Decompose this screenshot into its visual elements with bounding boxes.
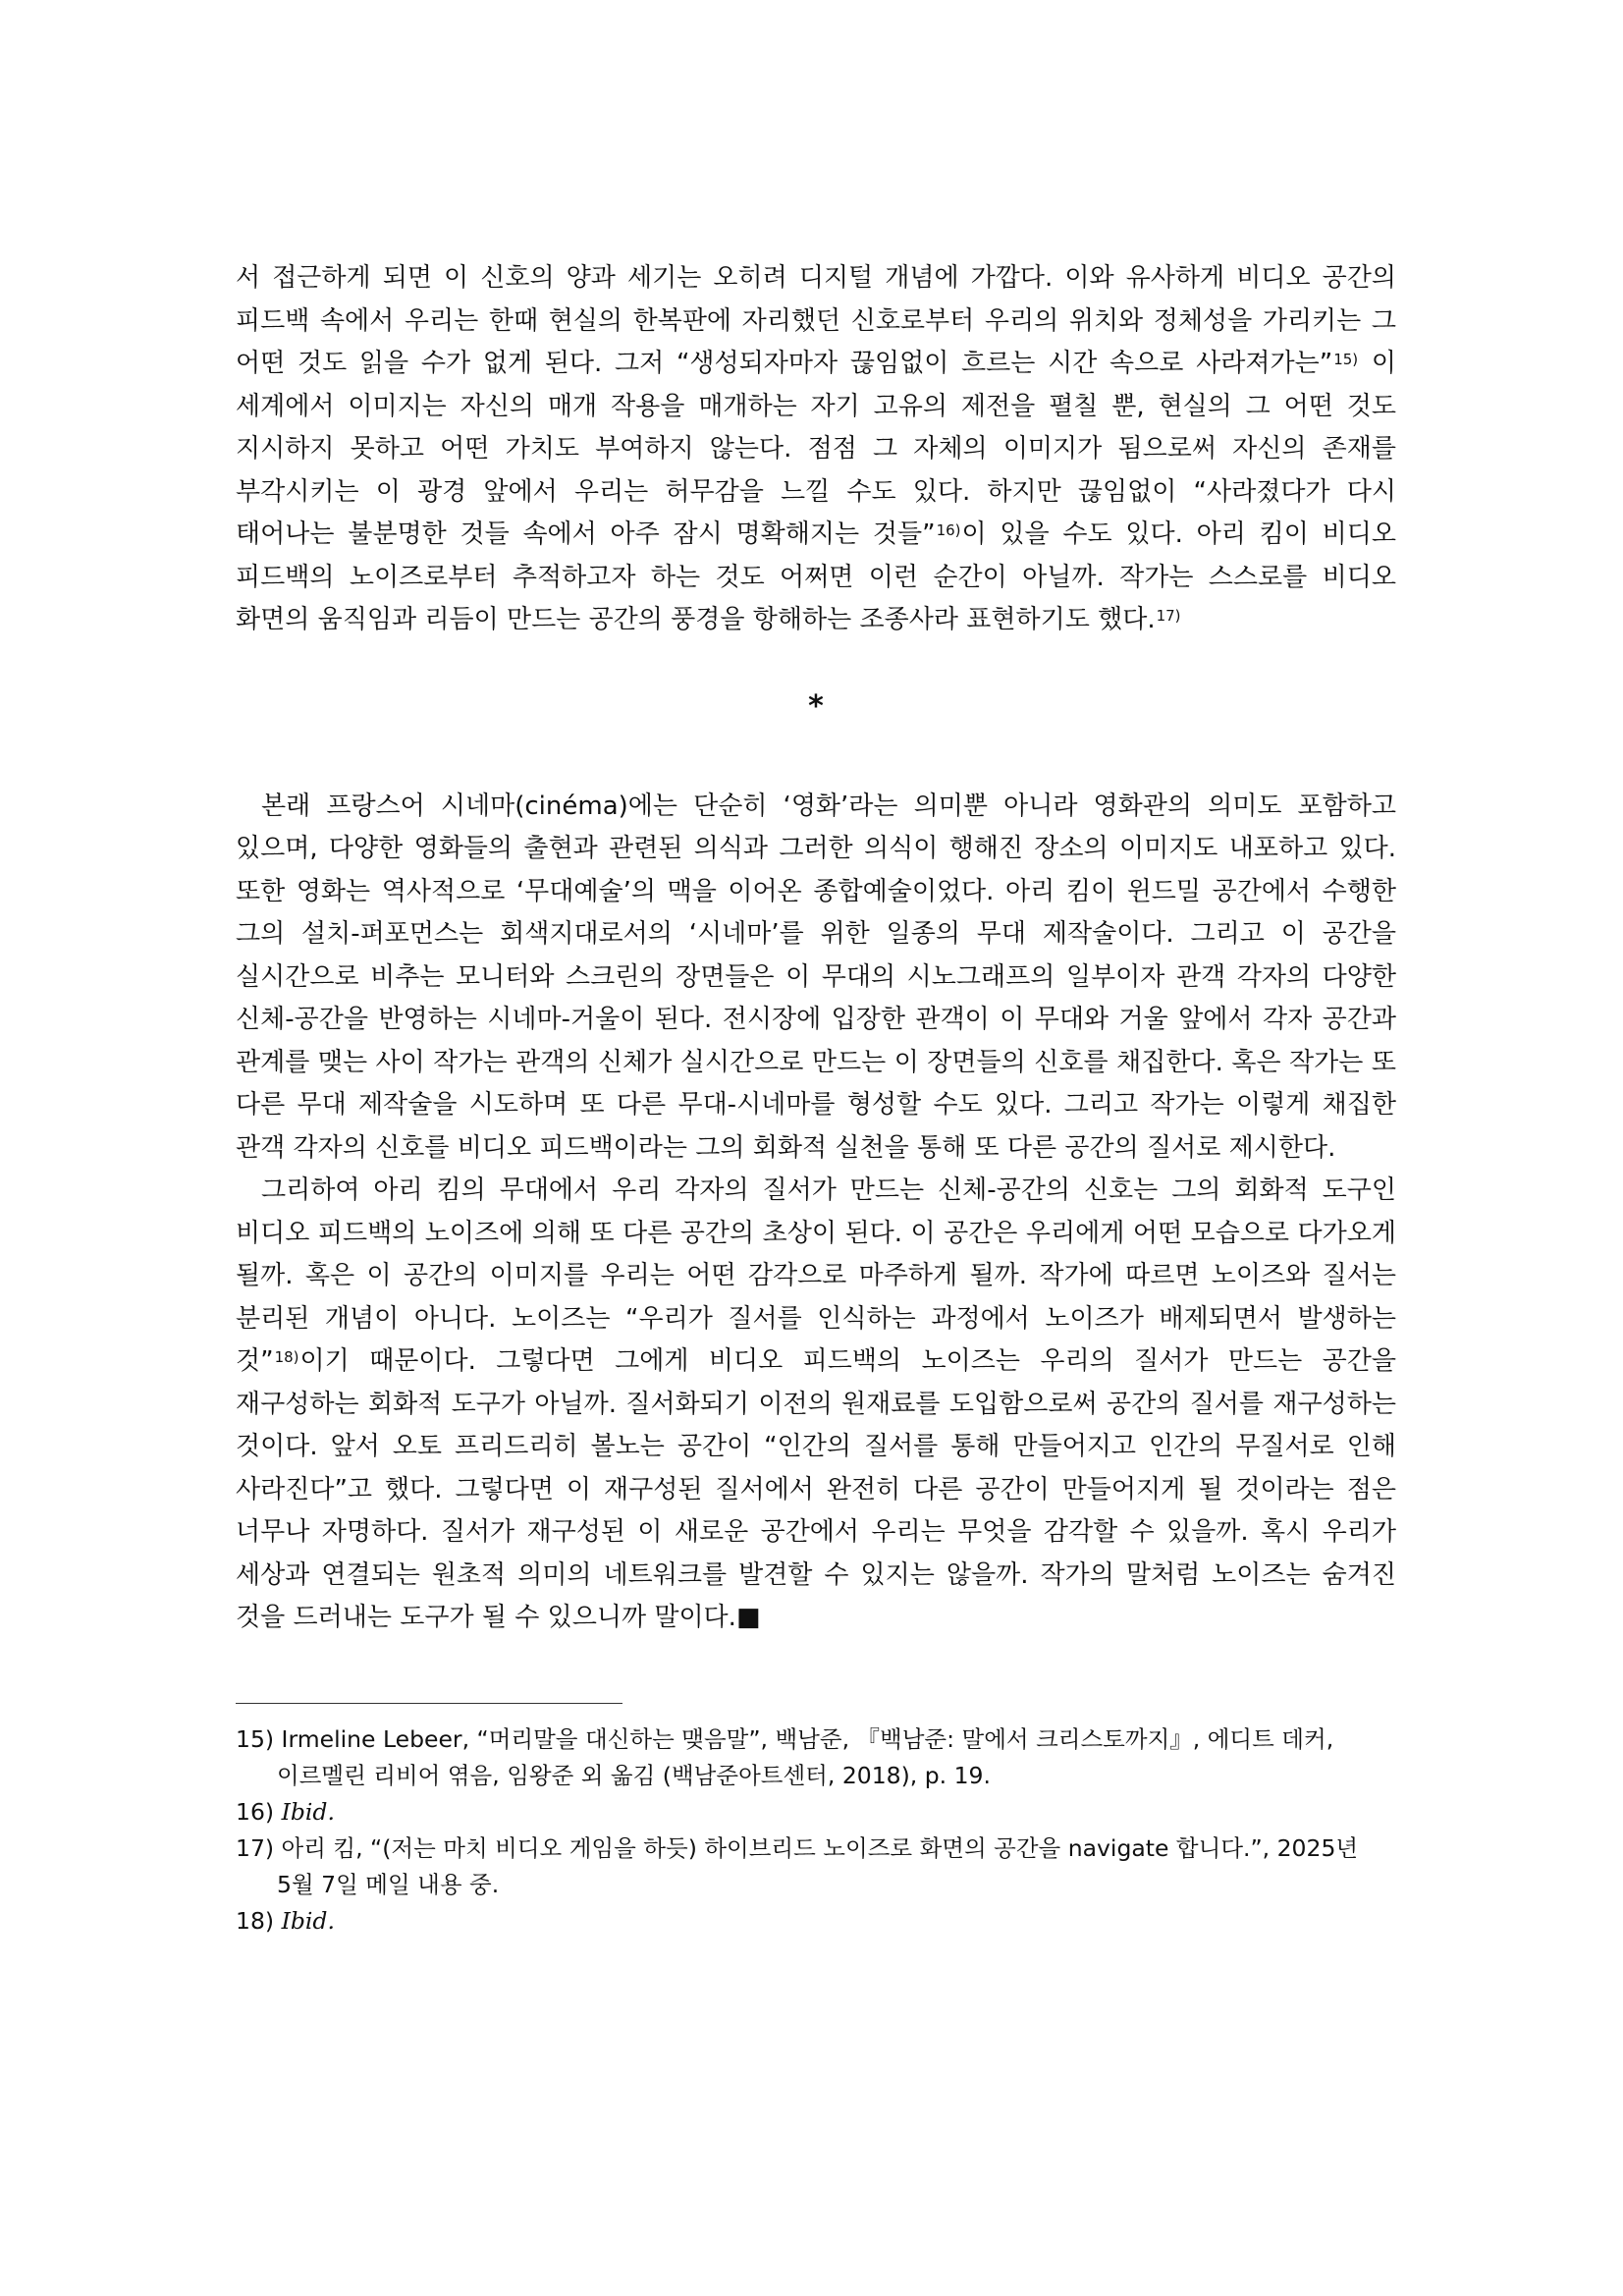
footnote-ibid: Ibid. xyxy=(281,1906,335,1935)
footnote-ref-18[interactable]: 18) xyxy=(274,1348,299,1366)
footnote-ref-16[interactable]: 16) xyxy=(936,521,961,539)
body-paragraph-1 xyxy=(236,257,1396,642)
paragraph-text: 이기 때문이다. 그렇다면 그에게 비디오 피드백의 노이즈는 우리의 질서가 만드는 공간을 재구성하는 회화적 도구가 아닐까. 질서화되기 이전의 원재료를 도입함으로써 공간의 질서를 재구성하는 것이다. 앞서 오토 프리드리히 볼노는 공간이 “인간의 질서를 통해 만들어지고 인간의 무질서로 인해 사라진다”고 했다. 그렇다면 이 재구성된 질서에서 완전히 다른 공간이 만들어지게 될 것이라는 점은 너무나 자명하다. 질서가 재구성된 이 새로운 공간에서 우리는 무엇을 감각할 수 있을까. 혹시 우리가 세상과 연결되는 원초적 의미의 네트워크를 발견할 수 있지는 않을까. 작가의 말처럼 노이즈는 숨겨진 것을 드러내는 도구가 될 수 있으니까 말이다. xyxy=(236,1346,1396,1632)
end-mark-icon: ■ xyxy=(735,1603,761,1632)
footnote-ref-17[interactable]: 17) xyxy=(1156,607,1181,625)
paragraph-text: 그리하여 아리 킴의 무대에서 우리 각자의 질서가 만드는 신체-공간의 신호는 그의 회화적 도구인 비디오 피드백의 노이즈에 의해 또 다른 공간의 초상이 된다. 이 공간은 우리에게 어떤 모습으로 다가오게 될까. 혹은 이 공간의 이미지를 우리는 어떤 감각으로 마주하게 될까. 작가에 따르면 노이즈와 질서는 분리된 개념이 아니다. 노이즈는 “우리가 질서를 인식하는 과정에서 노이즈가 배제되면서 발생하는 것” xyxy=(236,1175,1396,1376)
footnote-16 xyxy=(236,1794,1396,1831)
footnote-18 xyxy=(236,1903,1396,1940)
footnote-divider xyxy=(236,1703,622,1704)
section-separator: * xyxy=(808,688,824,724)
footnote-ibid: Ibid. xyxy=(281,1797,335,1826)
document-page xyxy=(236,257,1396,1940)
paragraph-text: 이 있을 수도 있다. 아리 킴이 비디오 피드백의 노이즈로부터 추적하고자 하는 것도 어쩌면 이런 순간이 아닐까. 작가는 스스로를 비디오 화면의 움직임과 리듬이 만드는 공간의 풍경을 항해하는 조종사라 표현하기도 했다. xyxy=(236,519,1397,634)
footnote-15: 15) Irmeline Lebeer, “머리말을 대신하는 맺음말”, 백남준, 『백남준: 말에서 크리스토까지』, 에디트 데커, 이르멜린 리비어 엮음, 임왕준 외 옮김 (백남준아트센터, 2018), p. 19. xyxy=(236,1724,1334,1789)
body-paragraph-3 xyxy=(236,1170,1396,1640)
paragraph-text: 서 접근하게 되면 이 신호의 양과 세기는 오히려 디지털 개념에 가깝다. 이와 유사하게 비디오 공간의 피드백 속에서 우리는 한때 현실의 한복판에 자리했던 신호로부터 우리의 위치와 정체성을 가리키는 그 어떤 것도 읽을 수가 없게 된다. 그저 “생성되자마자 끊임없이 흐르는 시간 속으로 사라져가는” xyxy=(236,263,1396,378)
body-paragraph-2: 본래 프랑스어 시네마(cinéma)에는 단순히 ‘영화’라는 의미뿐 아니라 영화관의 의미도 포함하고 있으며, 다양한 영화들의 출현과 관련된 의식과 그러한 의식이 행해진 장소의 이미지도 내포하고 있다. 또한 영화는 역사적으로 ‘무대예술’의 맥을 이어온 종합예술이었다. 아리 킴이 윈드밀 공간에서 수행한 그의 설치-퍼포먼스는 회색지대로서의 ‘시네마’를 위한 일종의 무대 제작술이다. 그리고 이 공간을 실시간으로 비추는 모니터와 스크린의 장면들은 이 무대의 시노그래프의 일부이자 관객 각자의 다양한 신체-공간을 반영하는 시네마-거울이 된다. 전시장에 입장한 관객이 이 무대와 거울 앞에서 각자 공간과 관계를 맺는 사이 작가는 관객의 신체가 실시간으로 만드는 이 장면들의 신호를 채집한다. 혹은 작가는 또 다른 무대 제작술을 시도하며 또 다른 무대-시네마를 형성할 수도 있다. 그리고 작가는 이렇게 채집한 관객 각자의 신호를 비디오 피드백이라는 그의 회화적 실천을 통해 또 다른 공간의 질서로 제시한다. xyxy=(236,791,1396,1163)
footnote-ref-15[interactable]: 15) xyxy=(1333,351,1359,368)
paragraph-text: 이 세계에서 이미지는 자신의 매개 작용을 매개하는 자기 고유의 제전을 펼칠 뿐, 현실의 그 어떤 것도 지시하지 못하고 어떤 가치도 부여하지 않는다. 점점 그 자체의 이미지가 됨으로써 자신의 존재를 부각시키는 이 광경 앞에서 우리는 허무감을 느낄 수도 있다. 하지만 끊임없이 “사라졌다가 다시 태어나는 불분명한 것들 속에서 아주 잠시 명확해지는 것들” xyxy=(236,349,1396,549)
footnotes xyxy=(236,1722,1396,1940)
footnote-number: 18) xyxy=(236,1906,275,1935)
footnote-17: 17) 아리 킴, “(저는 마치 비디오 게임을 하듯) 하이브리드 노이즈로 화면의 공간을 navigate 합니다.”, 2025년 5월 7일 메일 내용 중. xyxy=(236,1833,1359,1898)
footnote-number: 16) xyxy=(236,1797,275,1826)
